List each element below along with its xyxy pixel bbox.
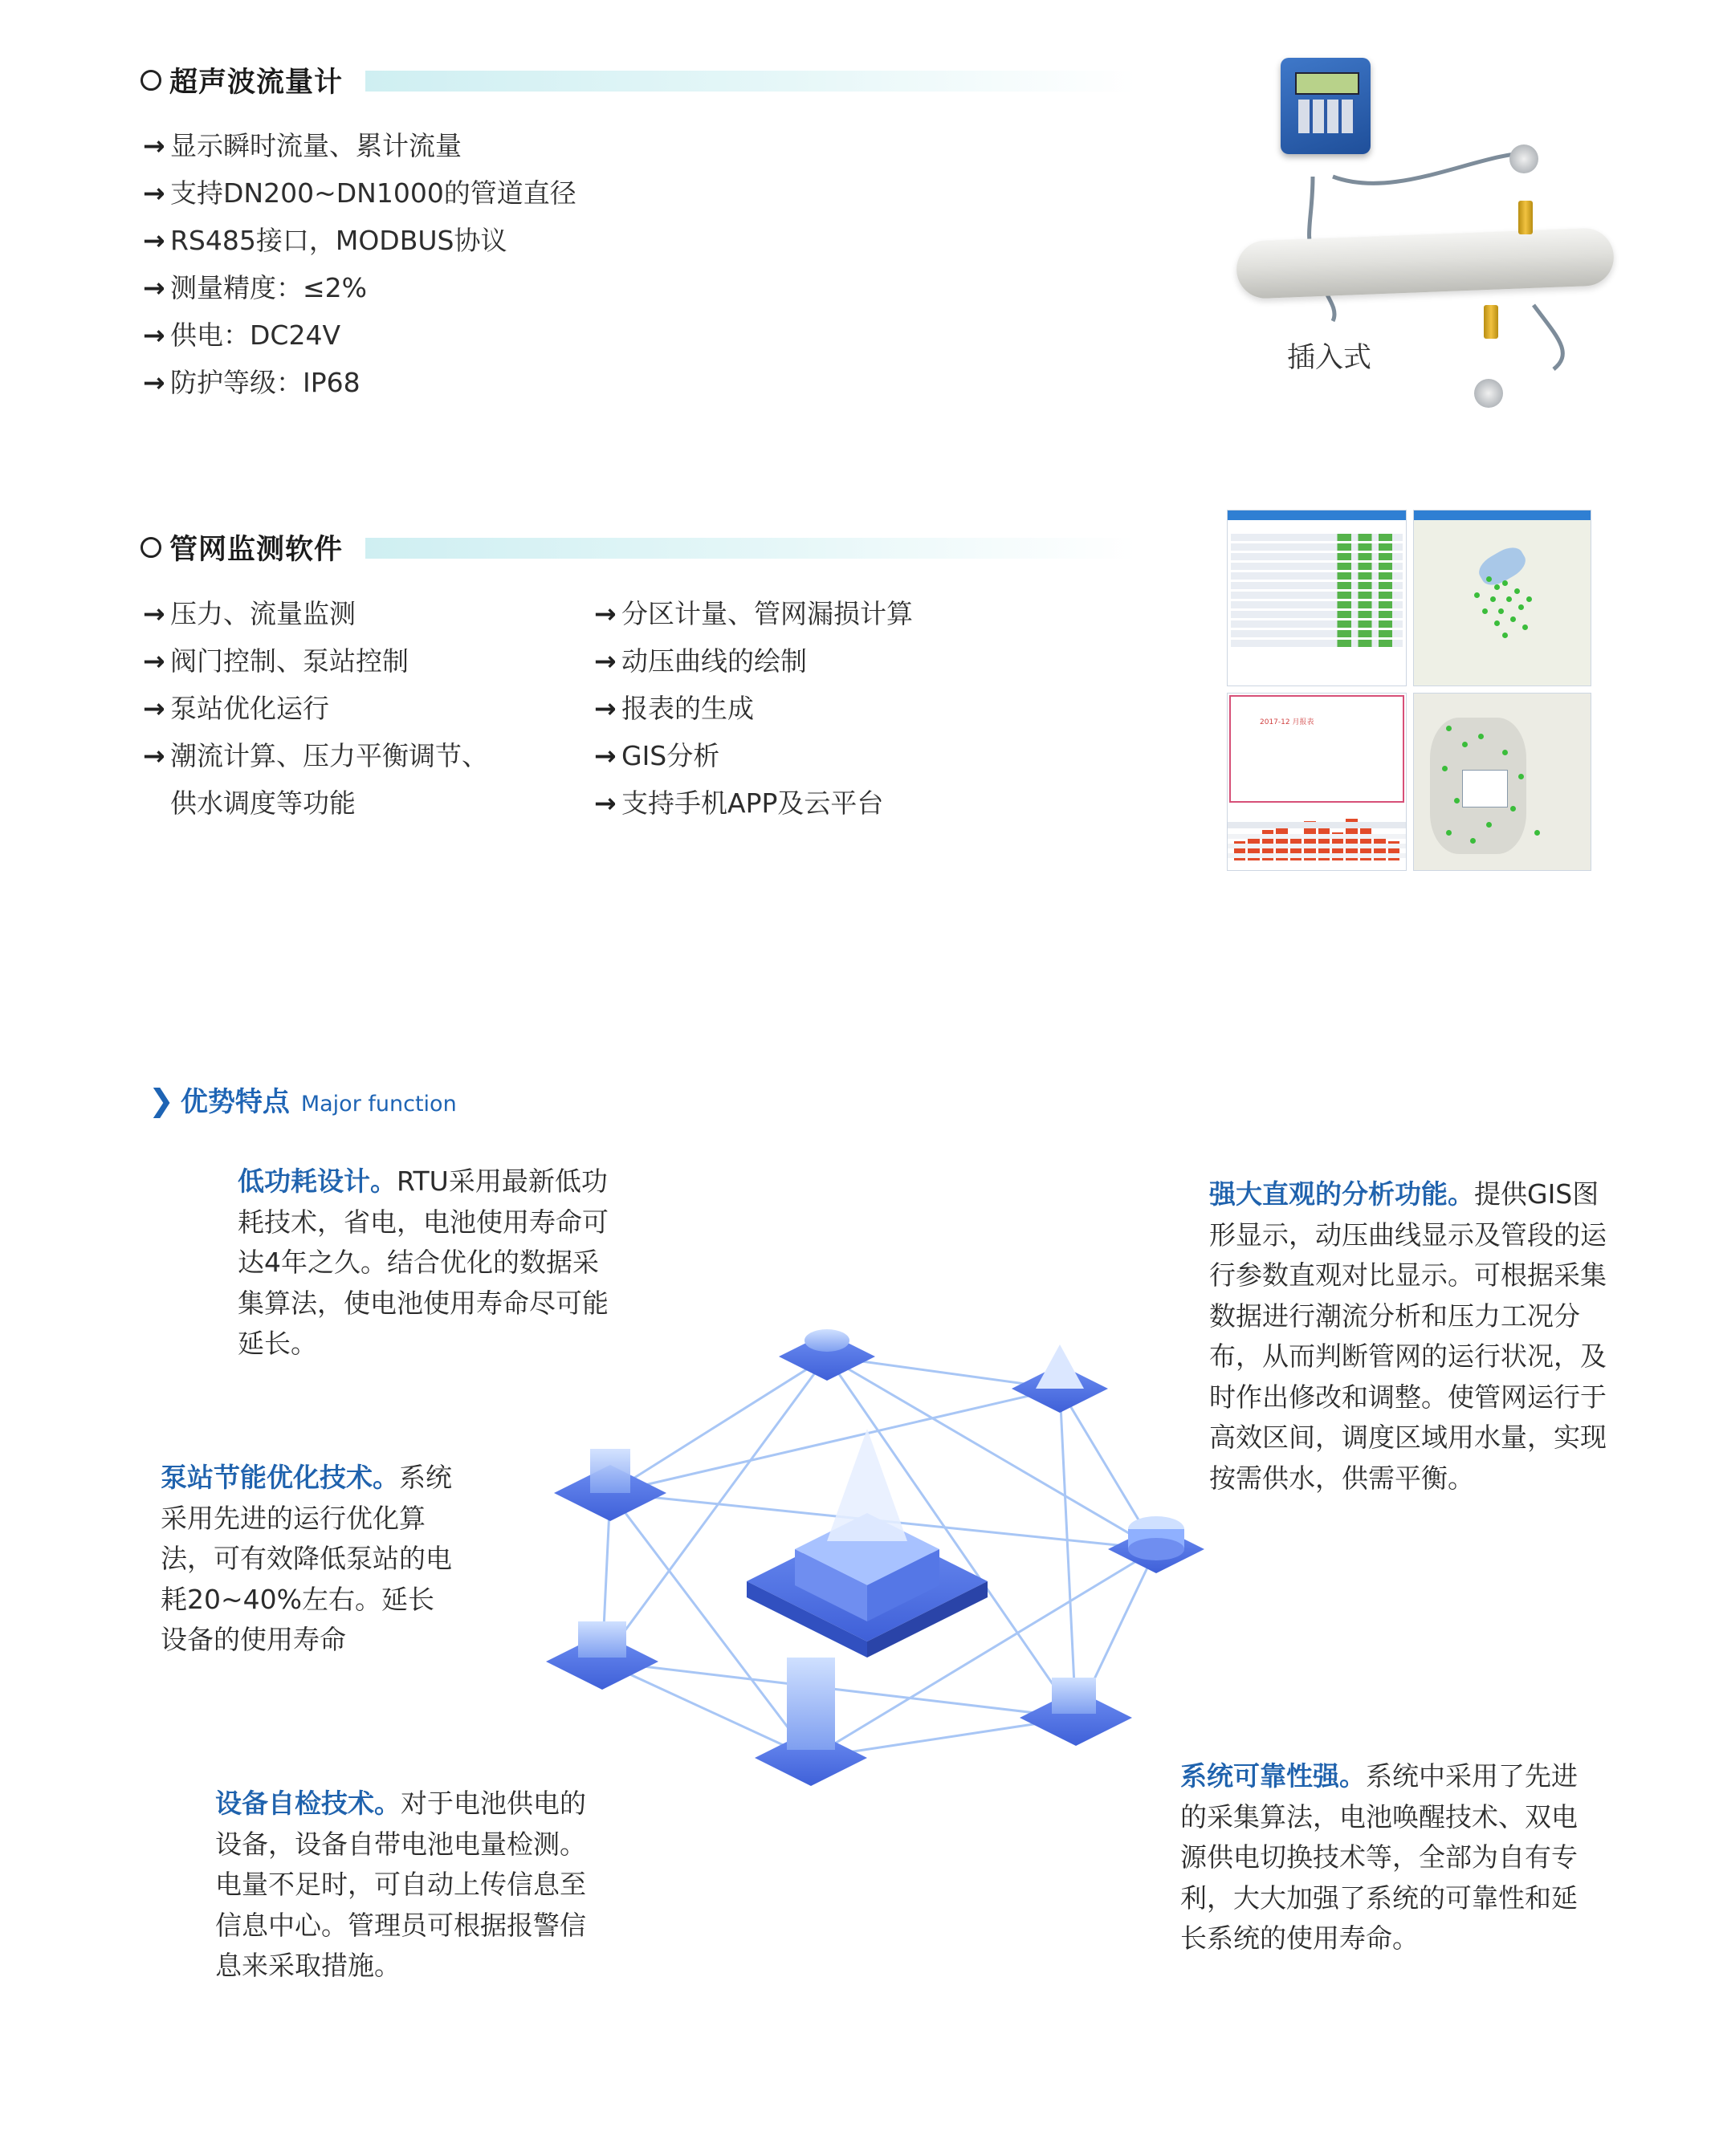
arrow-icon: → [143,272,165,303]
software-feature-list-right [594,590,913,827]
section-title-bar [365,71,1136,92]
software-section-header [141,523,343,572]
advantage-analysis: 强大直观的分析功能。提供GIS图形显示，动压曲线显示及管段的运行参数直观对比显示。可根据采集数据进行潮流分析和压力工况分布，从而判断管网的运行状况，及时作出修改和调整。使管网运行于高效区间，调度区域用水量，实现按需供水，供需平衡。 [1209,1178,1607,1494]
node-top [779,1329,875,1381]
flowmeter-title: 超声波流量计 [169,67,344,99]
arrow-icon: → [143,645,165,677]
advantage-reliability: 系统可靠性强。系统中采用了先进的采集算法，电池唤醒技术、双电源供电切换技术等，全部为自有专利，大大加强了系统的可靠性和延长系统的使用寿命。 [1180,1760,1578,1954]
list-item: → 泵站优化运行 [143,685,488,732]
list-item: → 支持DN200~DN1000的管道直径 [143,169,576,217]
list-item: → 供电：DC24V [143,311,576,359]
arrow-icon: → [143,225,165,256]
node-top-right [1012,1344,1108,1413]
list-item: → 支持手机APP及云平台 [594,779,913,827]
upper-sensor [1518,201,1533,234]
node-bottom [755,1658,867,1786]
list-item: → 测量精度：≤2% [143,264,576,311]
list-item: 供水调度等功能 [170,787,356,819]
advantages-header [149,1080,457,1119]
software-feature-list-left [143,590,488,827]
flowmeter-section-header [141,56,343,104]
list-item: → GIS分析 [594,732,913,779]
node-bottom-right [1020,1678,1132,1746]
arrow-icon: → [594,693,617,724]
arrow-icon: → [143,130,165,161]
advantages-title: 优势特点 [180,1086,290,1118]
software-screenshot-table [1227,510,1407,686]
arrow-icon: → [594,740,617,771]
list-item: → RS485接口，MODBUS协议 [143,217,576,264]
list-item: → 阀门控制、泵站控制 [143,637,488,685]
circle-icon [141,537,161,558]
arrow-icon: → [594,787,617,819]
list-item: → 压力、流量监测 [143,590,488,637]
advantage-self-check: 设备自检技术。对于电池供电的设备，设备自带电池电量检测。电量不足时，可自动上传信息至信息中心。管理员可根据报警信息来采取措施。 [215,1788,586,1981]
chart-title: 2017-12 月报表 [1260,718,1314,726]
arrow-icon: → [143,319,165,351]
list-item: → 动压曲线的绘制 [594,637,913,685]
arrow-icon: → [143,177,165,209]
node-left [554,1449,666,1521]
list-item: → 分区计量、管网漏损计算 [594,590,913,637]
advantages-subtitle: Major function [300,1092,457,1117]
arrow-icon: → [143,598,165,629]
list-item: → 报表的生成 [594,685,913,732]
list-item: → 潮流计算、压力平衡调节、 [143,732,488,779]
flowmeter-housing [1281,58,1371,154]
software-screenshot-map [1413,510,1591,686]
arrow-icon: → [594,645,617,677]
software-screenshot-report [1227,693,1407,871]
list-item: → 防护等级：IP68 [143,359,576,406]
image-caption: 插入式 [1287,342,1372,374]
sensor-probe-top [1509,144,1538,173]
arrow-icon: → [143,693,165,724]
chevron-right-icon: ❯ [149,1083,174,1118]
sensor-probe-bottom [1474,379,1503,408]
list-item: → 显示瞬时流量、累计流量 [143,122,576,169]
advantage-pump-optimization: 泵站节能优化技术。系统采用先进的运行优化算法，可有效降低泵站的电耗20~40%左右。延长设备的使用寿命 [161,1462,452,1655]
network-illustration [530,1308,1220,1790]
circle-icon [141,70,161,91]
flowmeter-feature-list [143,122,576,406]
arrow-icon: → [143,367,165,398]
lower-sensor [1484,305,1498,339]
advantage-low-power: 低功耗设计。RTU采用最新低功耗技术，省电，电池使用寿命可达4年之久。结合优化的数据采集算法，使电池使用寿命尽可能延长。 [238,1165,609,1359]
arrow-icon: → [594,598,617,629]
software-title: 管网监测软件 [169,534,344,566]
node-right [1108,1516,1204,1573]
central-server [747,1429,988,1658]
section-title-bar [365,538,1136,559]
keypad [1298,100,1354,133]
software-screenshot-gis [1413,693,1591,871]
lcd-display [1295,72,1359,95]
arrow-icon: → [143,740,165,771]
